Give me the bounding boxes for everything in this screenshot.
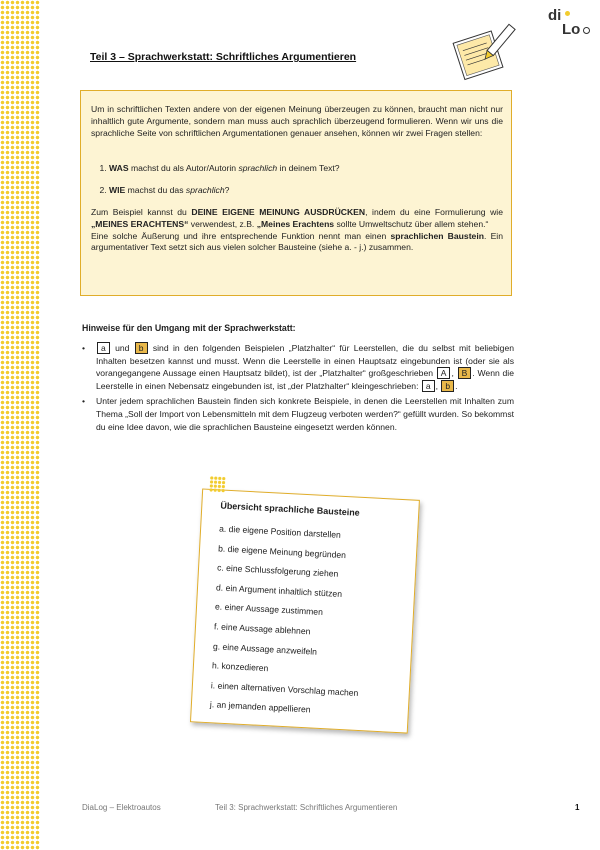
placeholder-a: a <box>97 342 110 354</box>
question-list <box>91 163 503 207</box>
writing-pad-icon <box>450 22 520 82</box>
logo-text-bottom: Lo <box>562 21 581 38</box>
overview-list <box>209 519 367 722</box>
overview-item: h. konzedieren <box>211 660 269 674</box>
intro-paragraph: Um in schriftlichen Texten andere von der eigenen Meinung überzeugen zu können, braucht man nicht nur inhaltlich gute Argumente, sondern man muss auch sprachlich überzeugend formulieren. Wenn wir uns die sprachliche Seite von schriftlichen Argumentationen genauer ansehen, können wir zwei Fragen stellen: <box>91 104 503 138</box>
logo-ring <box>583 27 590 34</box>
question-item: 2. WIE machst du das sprachlich? <box>109 185 503 197</box>
overview-item: e. einer Aussage zustimmen <box>214 601 324 618</box>
hint-item: • a und b sind in den folgenden Beispielen „Platzhalter“ für Leerstellen, die du selbst mit beliebigen Inhalten besetzen kannst und musst. Wenn die Leerstelle in einen Hauptsatz eingebunden ist (oder sie als vorangegangene Aussage einen Hauptsatz bildet), ist der „Platzhalter“ großgeschrieben A , B . Wenn die Leerstelle in einen Nebensatz eingebunden ist, ist „der Platzhalter“ kleingeschrieben: a , b . <box>82 343 515 391</box>
footer-left: DiaLog – Elektroautos <box>82 803 161 812</box>
logo-dot <box>565 11 570 16</box>
page-number: 1 <box>575 803 580 812</box>
overview-item: g. eine Aussage anzweifeln <box>212 640 318 657</box>
footer-center: Teil 3: Sprachwerkstatt: Schriftliches Argumentieren <box>215 803 398 812</box>
placeholder-b: b <box>135 342 148 354</box>
overview-card <box>190 489 420 734</box>
question-item: 1. WAS machst du als Autor/Autorin sprachlich in deinem Text? <box>109 163 503 175</box>
dialog-logo <box>548 8 592 44</box>
hints-heading: Hinweise für den Umgang mit der Sprachwerkstatt: <box>82 323 296 333</box>
placeholder-a-small: a <box>422 380 435 392</box>
overview-item: a. die eigene Position darstellen <box>218 523 342 540</box>
overview-title: Übersicht sprachliche Bausteine <box>220 500 360 518</box>
intro-box <box>80 90 512 296</box>
overview-item: d. ein Argument inhaltlich stützen <box>215 582 343 599</box>
overview-item: j. an jemanden appellieren <box>209 699 311 715</box>
decorative-dot-strip <box>0 0 40 850</box>
overview-item: i. einen alternativen Vorschlag machen <box>210 679 359 698</box>
placeholder-A: A <box>437 367 451 379</box>
overview-item: f. eine Aussage ablehnen <box>213 621 311 637</box>
card-dot-pattern <box>209 476 226 493</box>
overview-item: c. eine Schlussfolgerung ziehen <box>216 562 339 579</box>
overview-card-wrap <box>190 489 418 732</box>
hints-list <box>82 342 514 436</box>
logo-text-top: di <box>548 7 562 24</box>
page-title: Teil 3 – Sprachwerkstatt: Schriftliches Argumentieren <box>90 51 357 63</box>
hint-item: • Unter jedem sprachlichen Baustein finden sich konkrete Beispiele, in denen die Leerstellen mit Inhalten zum Thema „Soll der Import von Lebensmitteln mit dem Flugzeug verboten werden?“ gefüllt wurden. So bekommst du eine Idee davon, wie die sprachlichen Bausteine eingesetzt werden können. <box>82 396 514 432</box>
overview-item: b. die eigene Meinung begründen <box>217 543 347 560</box>
placeholder-b-small: b <box>441 380 454 392</box>
placeholder-B: B <box>458 367 472 379</box>
intro-example-paragraph: Zum Beispiel kannst du DEINE EIGENE MEINUNG AUSDRÜCKEN, indem du eine Formulierung wie „MEINES ERACHTENS“ verwendest, z.B. „Meines Erachtens sollte Umweltschutz über allem stehen.“ Eine solche Äußerung und ihre entsprechende Funktion nennt man einen sprachlichen Baustein. Ein argumentativer Text setzt sich aus vielen solcher Bausteine (siehe a. - j.) zusammen. <box>91 207 503 253</box>
